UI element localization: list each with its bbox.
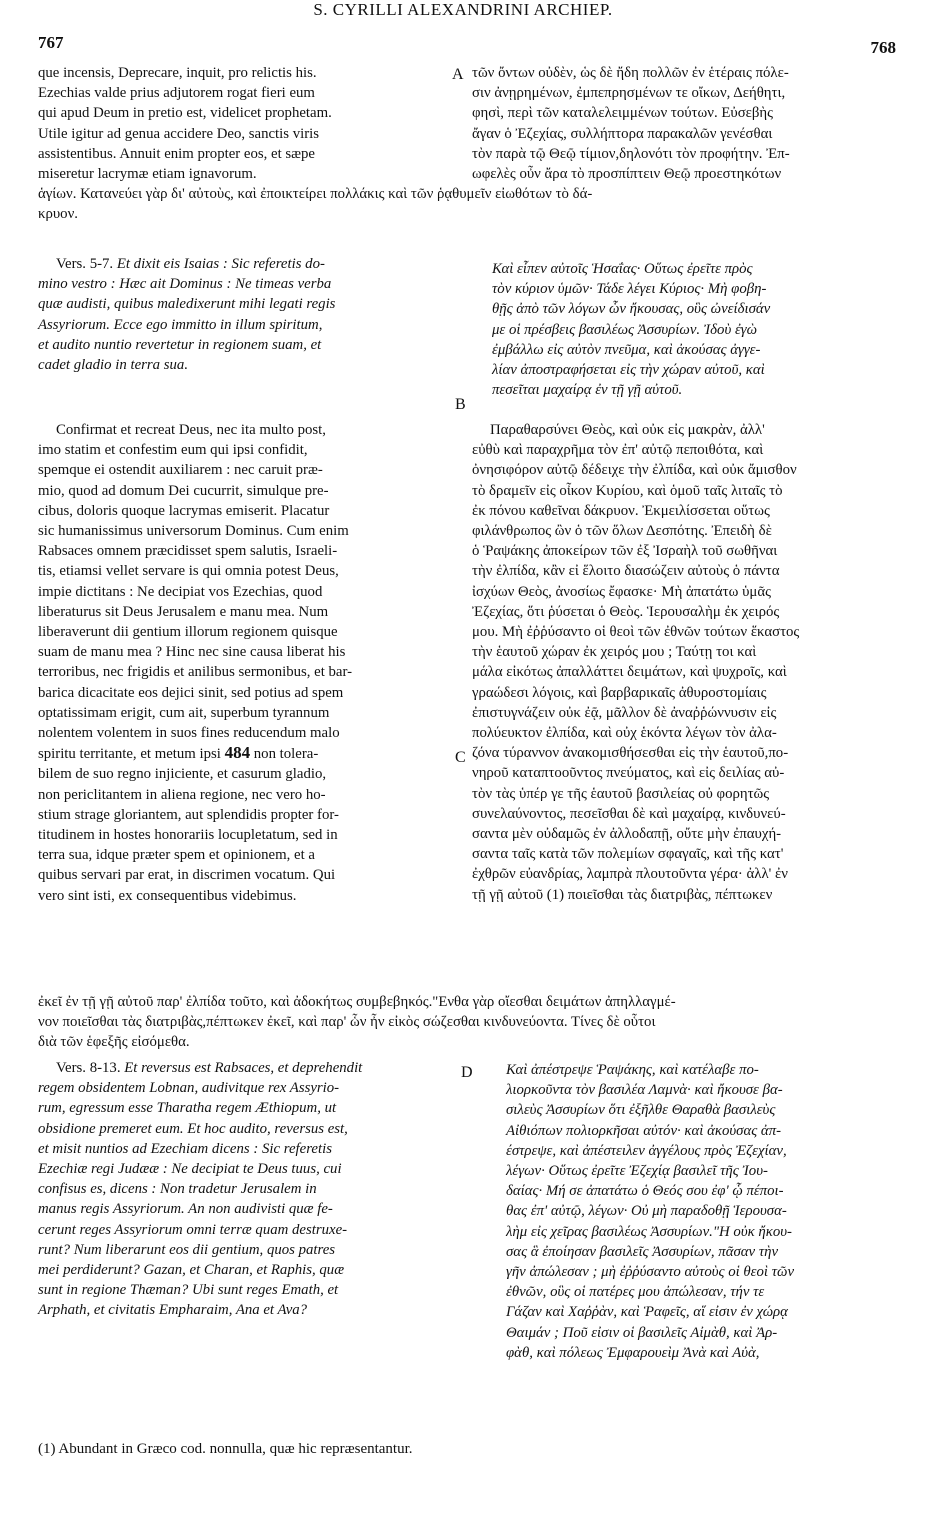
verse-label: Vers. 5-7.: [56, 256, 114, 272]
text-line: cibus, doloris quoque lacrymas emiserit. Placatur: [38, 502, 330, 519]
text-line: συνελαύνοντος, πεσεῖσθαι δὲ καὶ μαχαίρᾳ, κινδυνεύ-: [472, 805, 786, 822]
text-line: confisus es, dicens : Non tradetur Jerusalem in: [38, 1181, 317, 1198]
text-line: ἰσχύων Θεὸς, ἀνοσίως ἔφασκε· Μὴ ἀπατάτω ὑμᾶς: [472, 583, 771, 600]
text-line: ἐθνῶν, οὓς οἱ πατέρες μου ἀπώλεσαν, τήν τε: [506, 1284, 765, 1301]
running-title: S. CYRILLI ALEXANDRINI ARCHIEP.: [313, 0, 613, 19]
text-line: ἐμβάλλω εἰς αὐτὸν πνεῦμα, καὶ ἀκούσας ἀγγε-: [492, 341, 761, 358]
text-line: liberaturus sit Deus Jerusalem e manu mea. Num: [38, 603, 329, 620]
text-line: τῇ γῇ αὐτοῦ (1) ποιεῖσθαι τὰς διατριβὰς, πέπτωκεν: [472, 886, 773, 903]
text-line: θας ἐπ' αὐτῷ, λέγων· Οὐ μὴ παραδοθῇ Ἱερουσα-: [506, 1203, 787, 1220]
margin-marker-d: D: [461, 1064, 473, 1081]
text-line: σας ἃ ἐποίησαν βασιλεῖς Ἀσσυρίων, πᾶσαν τὴν: [506, 1243, 779, 1260]
text-line: sunt in regione Thæman? Ubi sunt reges Emath, et: [38, 1282, 339, 1299]
latin-line: mino vestro : Hæc ait Dominus : Ne timeas verba: [38, 276, 332, 293]
text-line: σαντα ταῖς κατὰ τῶν πολεμίων σφαγαῖς, καὶ τῆς κατ': [472, 846, 784, 863]
margin-marker-c: C: [455, 749, 466, 766]
text-line: stium strage gloriantem, aut splendidis propter for-: [38, 806, 339, 823]
text-line: γῆν ἀπώλεσαν ; μὴ ἐῤῥύσαντο αὐτοὺς οἱ θεοὶ τῶν: [506, 1264, 795, 1281]
text-line: γραώδεσι λόγοις, καὶ βαρβαρικαῖς ἀθυροστομίαις: [472, 684, 767, 701]
text-line: Γάζαν καὶ Χαῤῥὰν, καὶ Ῥαφεῖς, αἵ εἰσιν ἐν χώρᾳ: [506, 1304, 788, 1321]
text-line: mio, quod ad domum Dei cucurrit, simulque pre-: [38, 482, 329, 499]
text-line: obsidione premeret eum. Et hoc audito, reversus est,: [38, 1120, 348, 1137]
text-line: τὸ δραμεῖν εἰς οἶκον Κυρίου, καὶ ὁμοῦ ταῖς λιταῖς τὸ: [472, 482, 783, 499]
text-line: φὰθ, καὶ πόλεως Ἐμφαρουεὶμ Ἀνὰ καὶ Αὐὰ,: [506, 1344, 760, 1361]
text-line: impie dictitans : Ne decipiat vos Ezechias, quod: [38, 583, 323, 600]
text-line: μάλα εἰκότως ἀπαλλάττει δειμάτων, καὶ ψυχροῖς, καὶ: [472, 664, 787, 681]
text-line: τῶν ὄντων οὐδὲν, ὡς δὲ ἤδη πολλῶν ἐν ἑτέραις πόλε-: [472, 65, 789, 81]
text-line: miseretur lacrymæ etiam ignavorum.: [38, 166, 257, 183]
text-line: suam de manu mea ? Hinc nec sine causa liberat his: [38, 644, 346, 661]
text-line: terroribus, nec frigidis et anilibus sermonibus, et bar-: [38, 664, 353, 681]
text-line: νηροῦ καταπτοοῦντος πνεύματος, καὶ εἰς δειλίας αὐ-: [472, 765, 785, 782]
text-line: ἐκεῖ ἐν τῇ γῇ αὐτοῦ παρ' ἐλπίδα τοῦτο, καὶ ἀδοκήτως συμβεβηκός."Ενθα γὰρ οἴεσθαι δειμάτων ἀπηλλαγμέ-: [38, 994, 676, 1010]
text-line: λέγων· Οὕτως ἐρεῖτε Ἐζεχίᾳ βασιλεῖ τῆς Ἰου-: [506, 1163, 768, 1180]
text-line: Καὶ εἶπεν αὐτοῖς Ἡσαΐας· Οὕτως ἐρεῖτε πρὸς: [492, 261, 753, 277]
text-line: que incensis, Deprecare, inquit, pro relictis his.: [38, 65, 317, 81]
text-line: διὰ τῶν ἑφεξῆς εἰσόμεθα.: [38, 1034, 190, 1051]
text-line: Confirmat et recreat Deus, nec ita multo post,: [56, 422, 326, 438]
text-line: rum, egressum esse Tharatha regem Æthiopum, ut: [38, 1100, 337, 1117]
section1-greek: [472, 63, 790, 184]
text-line: bilem de suo regno injiciente, et casurum gladio,: [38, 766, 327, 783]
column-number-right: 768: [870, 38, 896, 57]
text-line: runt? Num liberarunt eos dii gentium, quos patres: [38, 1241, 336, 1258]
text-line: barica dicacitate eos dejici sinit, sed potius ad spem: [38, 684, 344, 701]
text-line: κρυον.: [38, 206, 78, 223]
text-line: nolentem volentem in suos fines reducendum malo: [38, 725, 340, 742]
text-line: σιν ἀνῃρημένων, ἐμπεπρησμένων τε οἴκων, Δεήθητι,: [472, 85, 786, 102]
verse-label: Vers. 8-13.: [56, 1060, 121, 1076]
section4-greek: [506, 1060, 794, 1363]
text-fragment: spiritu territante, et metum ipsi: [38, 746, 221, 763]
text-line: ὀνησιφόρον αὐτῷ δέδειχε τὴν ἐλπίδα, καὶ οὐκ ἄμισθον: [472, 462, 797, 479]
text-line: liberaverunt dii gentium illorum regionem quisque: [38, 624, 338, 641]
text-line: φησὶ, περὶ τῶν καταλελειμμένων τούτων. Εὐσεβὴς: [472, 105, 774, 122]
page-number: 484: [224, 743, 251, 763]
text-line: spemque ei ostendit auxiliarem : nec caruit præ-: [38, 462, 323, 479]
text-line: φιλάνθρωπος ὢν ὁ τῶν ὅλων Δεσπότης. Ἐπειδὴ δὲ: [472, 523, 772, 540]
text-line: Arphath, et civitatis Empharaim, Ana et Ava?: [38, 1302, 308, 1319]
text-line: quibus servari par erat, in discrimen vocatum. Qui: [38, 867, 336, 884]
text-line: qui apud Deum in pretio est, videlicet prophetam.: [38, 105, 332, 122]
text-line: τὸν κύριον ὑμῶν· Τάδε λέγει Κύριος· Μὴ φοβη-: [492, 281, 767, 298]
text-line: sic humanissimus universorum Dominus. Cum enim: [38, 523, 349, 540]
text-line: εὐθὺ καὶ παραχρῆμα τὸν ἐπ' αὐτῷ πεποιθότα, καὶ: [472, 442, 764, 459]
text-line: πεσεῖται μαχαίρᾳ ἐν τῇ γῇ αὐτοῦ.: [492, 382, 683, 399]
latin-line: cadet gladio in terra sua.: [38, 357, 189, 374]
text-line: τὴν ἑαυτοῦ χώραν ἐκ χειρός μου ; Ταύτῃ τοι καὶ: [472, 644, 757, 661]
latin-line: Assyriorum. Ecce ego immitto in illum spiritum,: [38, 316, 323, 333]
text-line: cerunt reges Assyriorum omni terræ quam destruxe-: [38, 1221, 348, 1238]
text-line: tis, etiamsi vellet servare is qui omnia potest Deus,: [38, 563, 339, 580]
text-line: νον ποιεῖσθαι τὰς διατριβὰς,πέπτωκεν ἐκεῖ, καὶ παρ' ὧν ἦν εἰκὸς σώζεσθαι κινδυνεύοντα. Τίνες δὲ οὗτοι: [38, 1014, 656, 1031]
text-line: Ezechiæ regi Judææ : Ne decipiat te Deus tuus, cui: [38, 1161, 342, 1177]
text-line: imo statim et confestim eum qui ipsi confidit,: [38, 442, 308, 459]
section3-greek-full: [38, 992, 676, 1053]
text-line: ωφελὲς οὖν ἄρα τὸ προσπίπτειν Θεῷ προεστηκότων: [472, 166, 782, 183]
text-line: Utile igitur ad genua accidere Deo, sanctis viris: [38, 125, 320, 142]
text-line: με οἱ πρέσβεις βασιλέως Ἀσσυρίων. Ἰδοὺ ἐγὼ: [492, 321, 758, 338]
text-line: ὁ Ῥαψάκης ἀποκείρων τῶν ἐξ Ἰσραὴλ τοῦ σωθῆναι: [472, 543, 778, 560]
latin-line: quæ audisti, quibus maledixerunt mihi legati regis: [38, 296, 336, 313]
text-line: ζόνα τύραννον ἀνακομισθήσεσθαι εἰς τὴν ἑαυτοῦ,πο-: [472, 745, 789, 762]
text-line: μου. Μὴ ἐῤῥύσαντο οἱ θεοὶ τῶν ἐθνῶν τούτων ἕκαστος: [472, 624, 800, 641]
text-line: Rabsaces omnem præcidisset spem salutis, Israeli-: [38, 543, 338, 560]
text-line: Αἰθιόπων πολιορκῆσαι αὐτόν· καὶ ἀκούσας ἀπ-: [506, 1122, 782, 1139]
text-line: έστρεψε, καὶ ἀπέστειλεν ἀγγέλους πρὸς Ἐζεχίαν,: [506, 1142, 787, 1159]
text-line: ἄγαν ὁ Ἐζεχίας, συλλήπτορα παρακαλῶν γενέσθαι: [472, 125, 773, 142]
text-line: titudinem in hostes honorariis locupletatum, sed in: [38, 827, 338, 844]
section4-latin: [38, 1058, 362, 1078]
text-line: Ἐζεχίας, ὅτι ῥύσεται ὁ Θεὸς. Ἱερουσαλὴμ ἐκ χειρός: [472, 603, 780, 620]
column-number-left: 767: [38, 33, 64, 52]
section1-greek-full: [38, 184, 592, 224]
section2-greek: [492, 259, 770, 400]
text-line: τὴν ἐλπίδα, κἂν εἰ ἕλοιτο διασώζειν αὐτοὺς ὁ πάντα: [472, 563, 780, 580]
text-line: πολύευκτον ἐλπίδα, καὶ οὐχ ἑκόντα λέγων τὸν ἀλα-: [472, 725, 777, 742]
text-line: Ezechias valde prius adjutorem rogat fieri eum: [38, 85, 315, 102]
text-line: σιλεὺς Ἀσσυρίων ὅτι ἐξῆλθε Θαραθὰ βασιλεὺς: [506, 1102, 776, 1119]
section3-greek: [472, 420, 799, 905]
text-line: ἁγίων. Κατανεύει γὰρ δι' αὐτοὺς, καὶ ἐποικτείρει πολλάκις καὶ τῶν ῥᾳθυμεῖν εἰωθότων τὸ δά-: [38, 186, 593, 202]
latin-line: et audito nuntio revertetur in regionem suam, et: [38, 336, 322, 353]
text-line: vero sint isti, ex consequentibus videbimus.: [38, 887, 297, 904]
text-line: manus regis Assyriorum. An non audivisti quæ fe-: [38, 1201, 333, 1218]
text-line: [38, 743, 352, 764]
latin-line: Et dixit eis Isaias : Sic referetis do-: [116, 256, 325, 272]
text-line: assistentibus. Annuit enim propter eos, et sæpe: [38, 145, 316, 162]
text-line: Παραθαρσύνει Θεὸς, καὶ οὐκ εἰς μακρὰν, ἀλλ': [490, 422, 765, 438]
text-line: Καὶ ἀπέστρεψε Ῥαψάκης, καὶ κατέλαβε πο-: [506, 1062, 759, 1078]
section2-latin: [38, 254, 335, 375]
text-line: et misit nuntios ad Ezechiam dicens : Sic referetis: [38, 1140, 332, 1157]
text-line: ἐχθρῶν εὐανδρίας, λαμπρὰ πλουτοῦντα γέρα· ἀλλ' ἐν: [472, 866, 788, 883]
text-line: θῇς ἀπὸ τῶν λόγων ὧν ἤκουσας, οὓς ὠνείδισάν: [492, 301, 771, 318]
text-line: τὸν τὰς ὑπέρ γε τῆς ἑαυτοῦ βασιλείας οὐ φορητῶς: [472, 785, 770, 802]
text-line: λὴμ εἰς χεῖρας βασιλέως Ἀσσυρίων."Η οὐκ ἤκου-: [506, 1223, 792, 1240]
text-line: mei perdiderunt? Gazan, et Charan, et Raphis, quæ: [38, 1262, 345, 1279]
text-line: optatissimam erigit, cum ait, superbum tyrannum: [38, 704, 330, 721]
text-line: τὸν παρὰ τῷ Θεῷ τίμιον,δηλονότι τὸν προφήτην. Ἐπ-: [472, 145, 790, 162]
text-line: Θαιμάν ; Ποῦ εἰσιν οἱ βασιλεῖς Αἰμὰθ, καὶ Ἀρ-: [506, 1324, 778, 1341]
text-line: σαντα μὲν οὐδαμῶς ἐν ἀλλοδαπῇ, οὔτε μὴν ἐπαυχή-: [472, 826, 782, 843]
margin-marker-a: A: [452, 66, 464, 83]
text-line: ἐπιστυγνάζειν οὐκ ἐᾷ, μᾶλλον δὲ ἀναῤῥώννυσιν εἰς: [472, 704, 777, 721]
text-line: regem obsidentem Lobnan, audivitque rex Assyrio-: [38, 1080, 340, 1097]
latin-line: Et reversus est Rabsaces, et deprehendit: [124, 1060, 363, 1076]
section3-latin: [38, 420, 352, 906]
text-line: ἐκ πόνου καθεῖναι δάκρυον. Ἐκμειλίσσεται οὕτως: [472, 502, 770, 519]
text-line: non periclitantem in aliena regione, nec vero ho-: [38, 786, 326, 803]
text-line: λίαν ἀποστραφήσεται εἰς τὴν χώραν αὐτοῦ, καὶ: [492, 362, 765, 379]
section1-latin: [38, 63, 332, 184]
text-line: δαίας· Μή σε ἀπατάτω ὁ Θεός σου ἐφ' ᾧ πέποι-: [506, 1183, 784, 1200]
text-line: λιορκοῦντα τὸν βασιλέα Λαμνὰ· καὶ ἤκουσε βα-: [506, 1082, 783, 1099]
section4-latin-body: [38, 1078, 348, 1320]
footnote: (1) Abundant in Græco cod. nonnulla, quæ hic repræsentantur.: [38, 1441, 413, 1457]
text-line: terra sua, idque præter spem et opinionem, et a: [38, 847, 315, 864]
text-fragment: non tolera-: [253, 746, 319, 763]
margin-marker-b: B: [455, 396, 466, 413]
